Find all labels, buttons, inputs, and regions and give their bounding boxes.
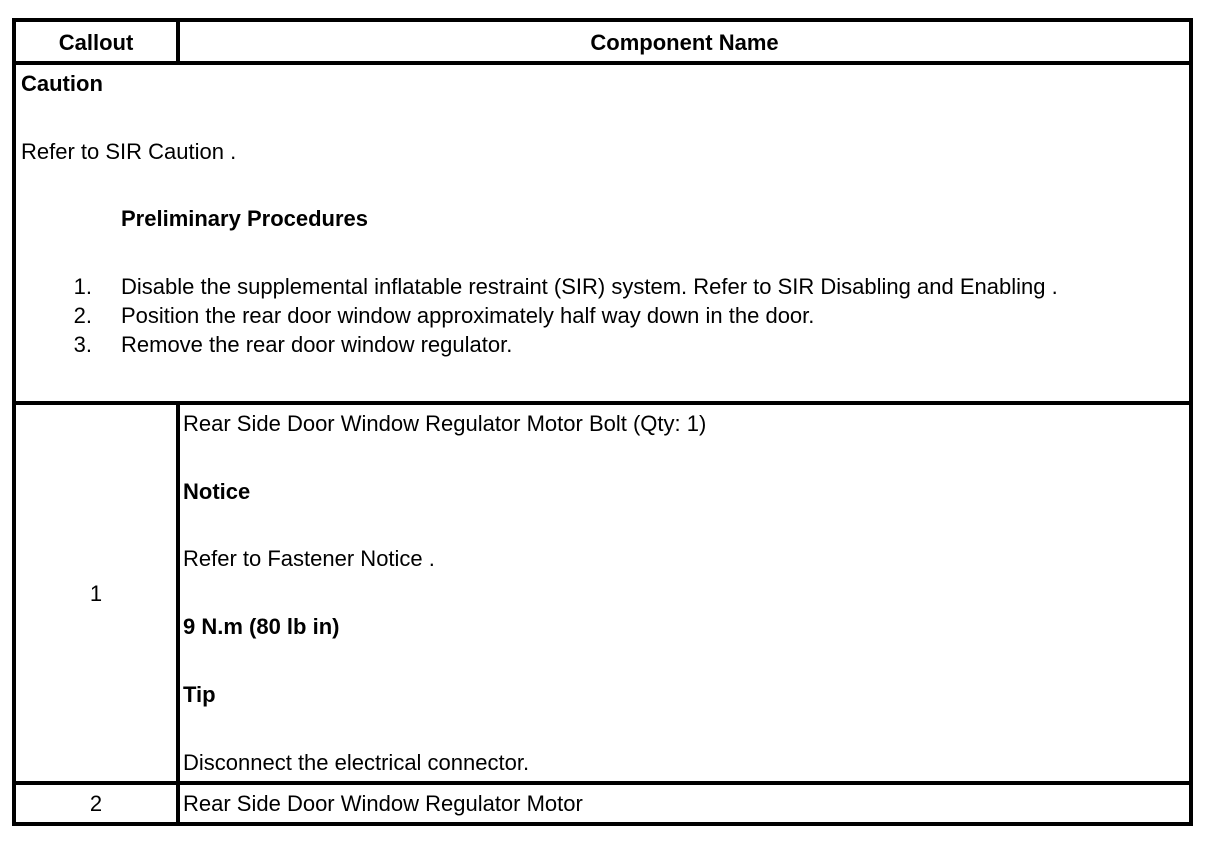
step-number: 1. [73,274,92,299]
caution-text: Refer to SIR Caution . [21,139,237,164]
notice-text: Refer to Fastener Notice . [183,546,435,571]
row2-name: Rear Side Door Window Regulator Motor [183,791,583,816]
header-divider [16,61,1189,65]
row1-divider [16,781,1189,785]
header-callout: Callout [58,30,134,55]
tip-title: Tip [183,682,216,707]
step-number: 3. [73,332,92,357]
notice-title: Notice [183,479,251,504]
step-number: 2. [73,303,92,328]
row1-name: Rear Side Door Window Regulator Motor Bolt (Qty: 1) [183,411,707,436]
step-text: Remove the rear door window regulator. [121,332,513,357]
column-divider-rows [176,401,180,826]
header-component-name: Component Name [590,30,779,55]
row1-callout: 1 [89,581,103,606]
caution-divider [16,401,1189,405]
row2-callout: 2 [89,791,103,816]
component-table [12,18,1193,826]
torque-spec: 9 N.m (80 lb in) [183,614,340,639]
caution-title: Caution [21,71,103,96]
step-text: Disable the supplemental inflatable restraint (SIR) system. Refer to SIR Disabling and Enabling . [121,274,1058,299]
tip-text: Disconnect the electrical connector. [183,750,530,775]
procedures-title: Preliminary Procedures [121,206,369,231]
step-text: Position the rear door window approximately half way down in the door. [121,303,815,328]
